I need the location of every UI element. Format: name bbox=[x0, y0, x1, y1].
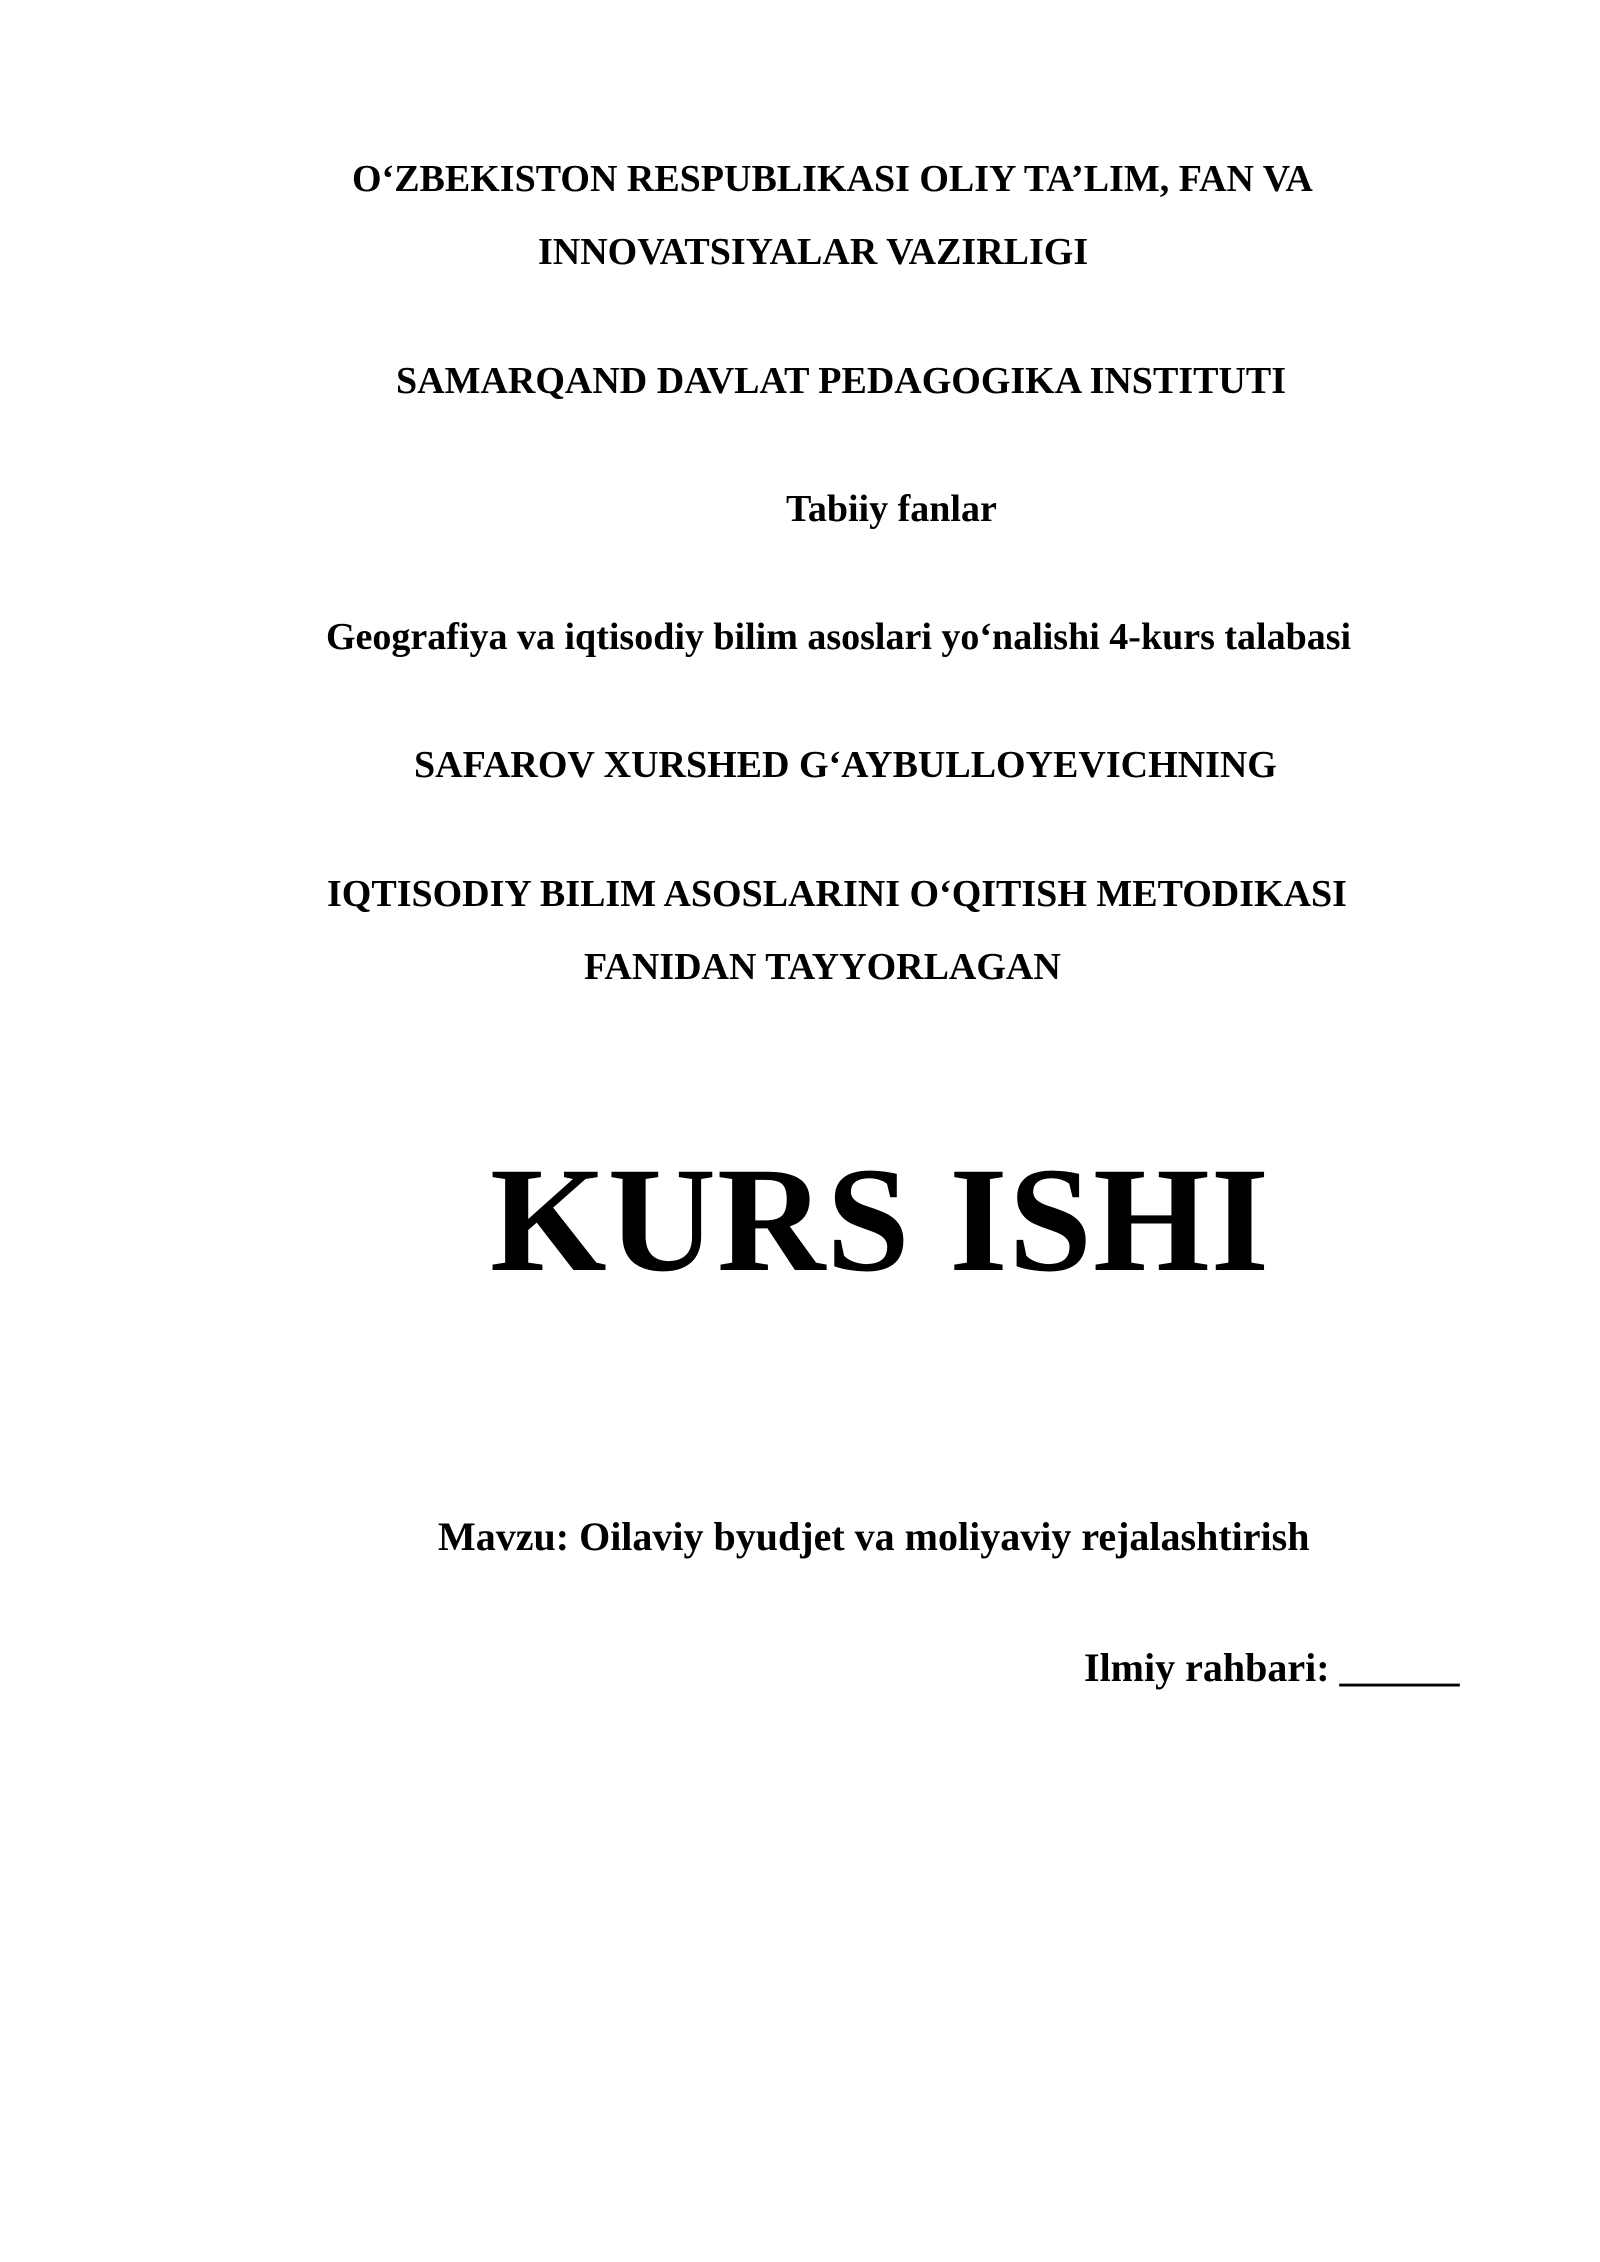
supervisor: Ilmiy rahbari: ______ bbox=[1084, 1645, 1460, 1690]
subject-line1: IQTISODIY BILIM ASOSLARINI O‘QITISH METODIKASI bbox=[327, 873, 1347, 915]
faculty-name: Tabiiy fanlar bbox=[786, 488, 997, 530]
student-name: SAFAROV XURSHED G‘AYBULLOYEVICHNING bbox=[414, 744, 1277, 786]
subject-line2: FANIDAN TAYYORLAGAN bbox=[584, 946, 1061, 988]
topic: Mavzu: Oilaviy byudjet va moliyaviy rejalashtirish bbox=[438, 1514, 1310, 1559]
study-direction: Geografiya va iqtisodiy bilim asoslari yo‘nalishi 4-kurs talabasi bbox=[326, 616, 1352, 658]
ministry-name-line2: INNOVATSIYALAR VAZIRLIGI bbox=[538, 231, 1089, 273]
document-title: KURS ISHI bbox=[490, 1137, 1271, 1303]
institute-name: SAMARQAND DAVLAT PEDAGOGIKA INSTITUTI bbox=[396, 360, 1286, 402]
ministry-name-line1: O‘ZBEKISTON RESPUBLIKASI OLIY TA’LIM, FAN VA bbox=[352, 158, 1313, 200]
